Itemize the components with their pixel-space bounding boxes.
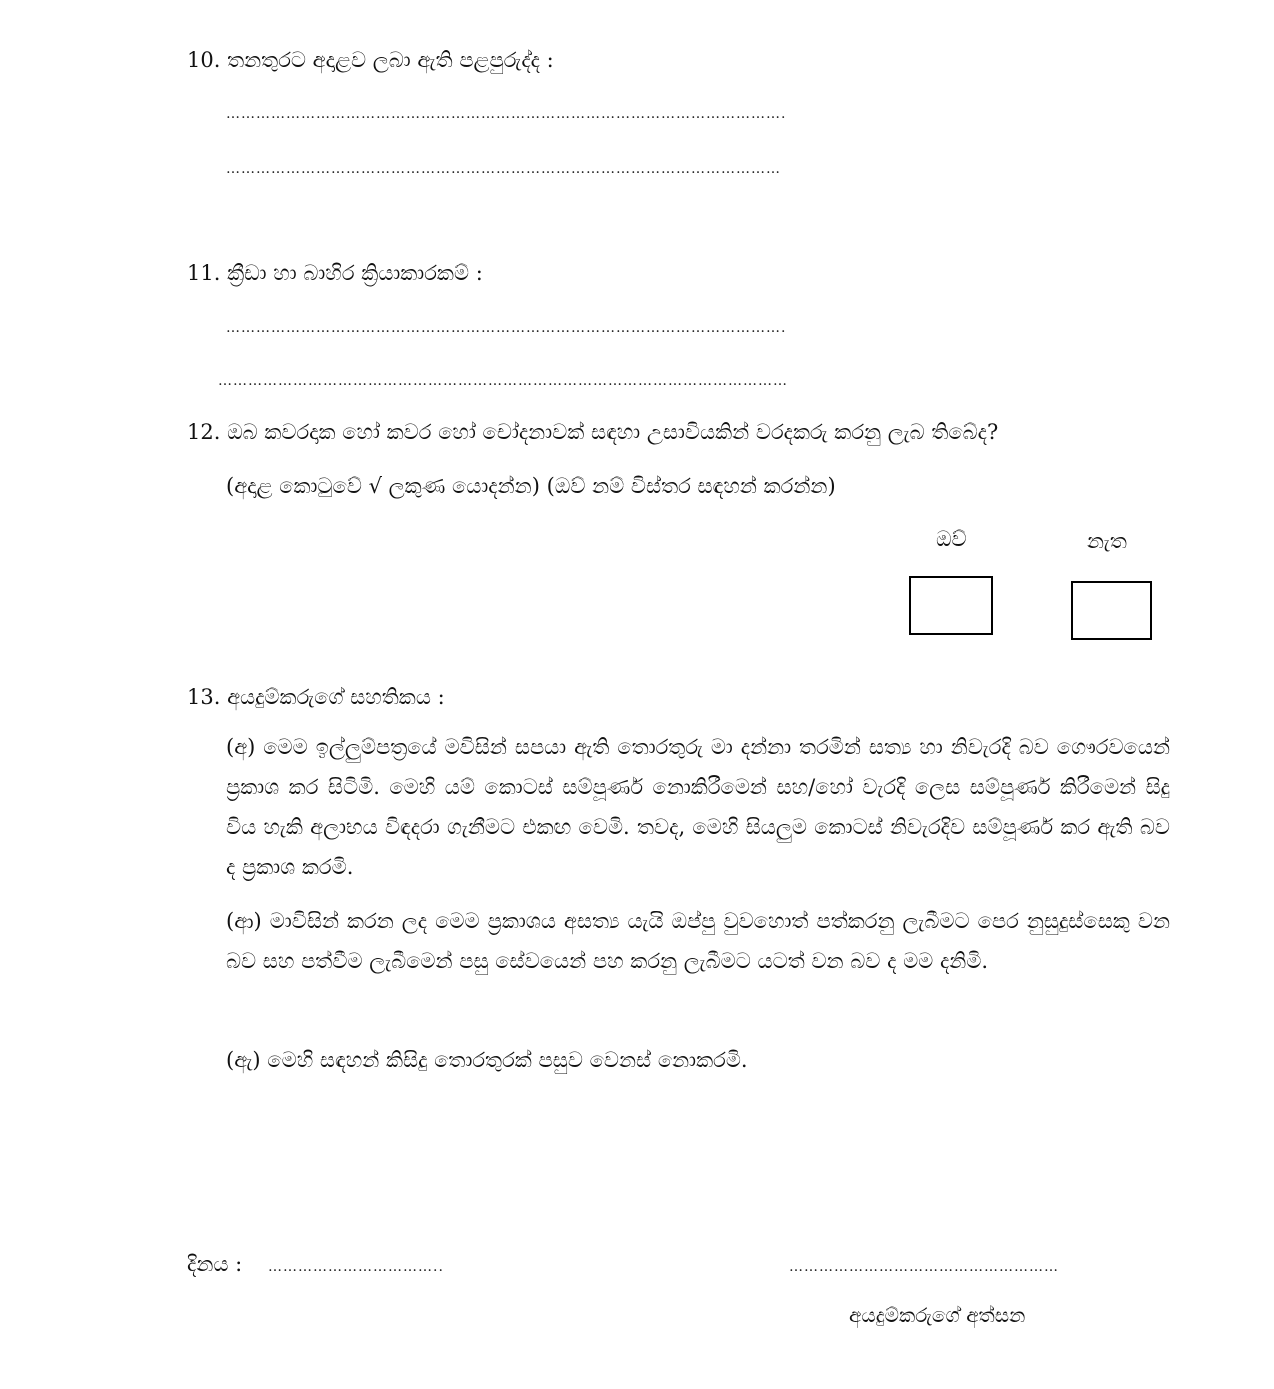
q10-label: 10. තනතුරට අදාළව ලබා ඇති පළපුරුද්ද :	[187, 48, 554, 72]
q11-answer-line-1[interactable]: ………………………………………………………………………………………………….	[226, 320, 787, 336]
q12-label: 12. ඔබ කවරදාක හෝ කවර හෝ චෝදනාවක් සඳහා උසාවියකින් වරදකරු කරනු ලැබ තිබේද?	[187, 420, 999, 444]
q11-answer-line-2[interactable]: ……………………………………………………………………………………………………	[218, 373, 788, 389]
date-label: දිනය :	[187, 1252, 243, 1276]
q13-label: 13. අයදුම්කරුගේ සහතිකය :	[187, 685, 445, 709]
q12-yes-label: ඔව්	[936, 527, 967, 551]
q10-answer-line-2[interactable]: …………………………………………………………………………………………………	[226, 161, 781, 177]
q12-yes-checkbox[interactable]	[909, 576, 993, 635]
q13-declaration-a: (අ) මෙම ඉල්ලුම්පත්‍රයේ මවිසින් සපයා ඇති තොරතුරු මා දන්නා තරමින් සත්‍ය හා නිවැරදි බව ගෞරවයෙන් ප්‍රකාශ කර සිටිමි. මෙහි යම් කොටස් සම්පූර්ණ නොකිරීමෙන් සහ/හෝ වැරදි ලෙස සම්පූර්ණ කිරීමෙන් සිදු විය හැකි අලාභය විඳදරා ගැනීමට එකඟ වෙමි. තවද, මෙහි සියලුම කොටස් නිවැරදිව සම්පූර්ණ කර ඇති බව ද ප්‍රකාශ කරමි.	[226, 735, 1170, 879]
q13-declaration-aa: (ආ) මාවිසින් කරන ලද මෙම ප්‍රකාශය අසත්‍ය යැයි ඔප්පු වුවහොත් පත්කරනු ලැබීමට පෙර නුසුදුස්සෙකු වන බව සහ පත්වීම ලැබීමෙන් පසු සේවයෙන් පහ කරනු ලැබීමට යටත් වන බව ද මම දනිමි.	[226, 909, 1170, 973]
q10-answer-line-1[interactable]: ………………………………………………………………………………………………….	[226, 106, 787, 122]
date-field[interactable]: ……………………………..	[268, 1259, 444, 1275]
q11-label: 11. ක්‍රීඩා හා බාහිර ක්‍රියාකාරකම් :	[187, 261, 483, 285]
q12-instruction: (අදාළ කොටුවේ √ ලකුණ යොදන්න) (ඔව් නම් විස්තර සඳහන් කරන්න)	[226, 474, 836, 498]
signature-label: අයදුම්කරුගේ අත්සන	[849, 1303, 1026, 1327]
signature-field[interactable]: ………………………………………………	[789, 1259, 1059, 1275]
q13-declaration-ae: (ඇ) මෙහි සඳහන් කිසිදු තොරතුරක් පසුව වෙනස් නොකරමි.	[226, 1048, 748, 1072]
q12-no-label: නැත	[1087, 529, 1127, 553]
q12-no-checkbox[interactable]	[1071, 581, 1152, 640]
